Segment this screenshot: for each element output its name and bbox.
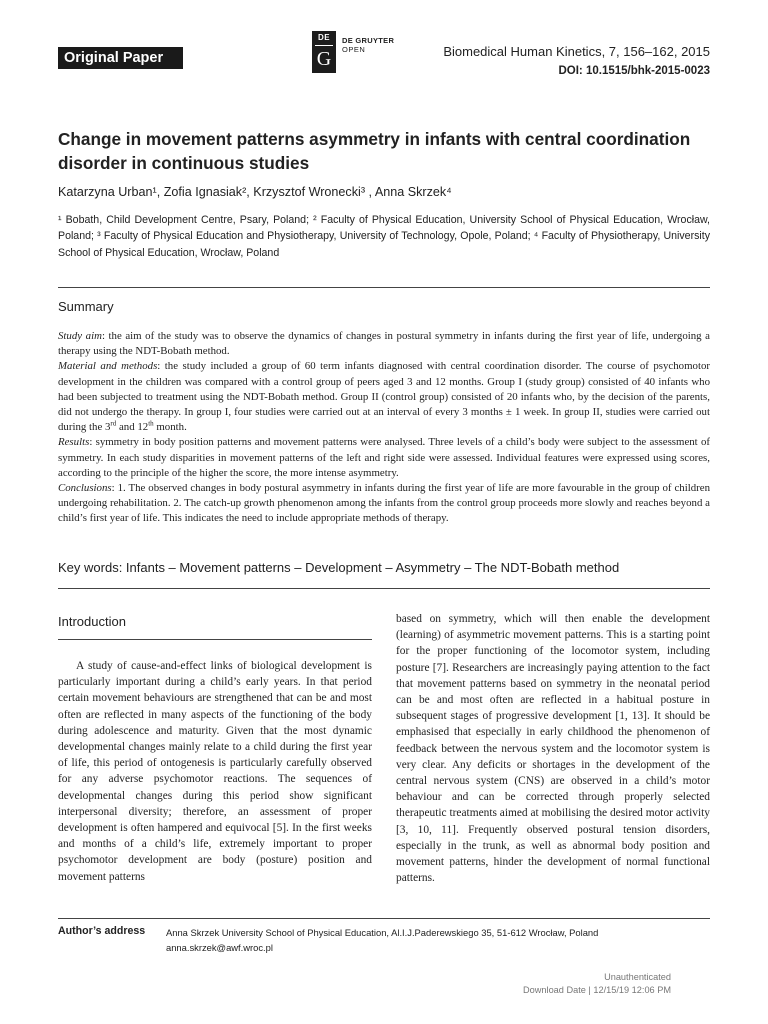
methods-label: Material and methods xyxy=(58,360,158,373)
aim-text: : the aim of the study was to observe the dynamics of changes in postural symmetry in infants during the first year of life, undergoing a therapy using the NDT-Bobath method. xyxy=(58,330,710,358)
article-title: Change in movement patterns asymmetry in infants with central coordination disorder in continuous studies xyxy=(58,129,691,173)
publisher-name xyxy=(342,36,394,54)
logo-divider xyxy=(315,45,333,46)
results-text: : symmetry in body position patterns and movement patterns were analysed. Three levels of a child’s body were subject to the assessment of symmetry. In each study disparities in movement patterns of the left and right side were assessed. Individual features were expressed using scores, according to the principle of the higher the score, the more intense asymmetry. xyxy=(58,436,710,479)
abstract-methods xyxy=(58,359,710,435)
logo-g: G xyxy=(316,48,332,70)
keywords: Key words: Infants – Movement patterns – Development – Asymmetry – The NDT-Bobath method xyxy=(58,560,620,575)
affiliations: ¹ Bobath, Child Development Centre, Psary, Poland; ² Faculty of Physical Education, University School of Physical Education, Wrocław, Poland; ³ Faculty of Physical Education and Physiotherapy, University of Technology, Opole, Poland; ⁴ Faculty of Physiotherapy, University School of Physical Education, Wrocław, Poland xyxy=(58,214,710,259)
methods-text-1: : the study included a group of 60 term infants diagnosed with central coordination disorder. The course of psychomotor development in the children was compared with a control group of peers aged 3 and 12 months. Group I (study group) consisted of 40 infants who had been subjected to treatment using the NDT-Bobath method. Group II (control group) consisted of 20 infants who, by the decision of the parents, did not undergo the therapy. In group I, four studies were carried out at an interval of every 3 months ± 1 week. In group II, studies were carried out during the 3 xyxy=(58,360,710,434)
abstract-conclusions xyxy=(58,481,710,527)
conclusions-text: : 1. The observed changes in body postural asymmetry in infants during the first year of life are more favourable in the group of children undergoing rehabilitation. 2. The catch-up growth phenomenon among the infants from the control group proceeds more slowly and reaches beyond a child’s first year of life. This indicates the need to include appropriate methods of therapy. xyxy=(58,482,710,525)
results-label: Results xyxy=(58,436,90,449)
publisher-line2: OPEN xyxy=(342,45,366,54)
methods-text-2: and 12 xyxy=(116,421,149,434)
intro-right-column: based on symmetry, which will then enable the development (learning) of asymmetric movement patterns. This is a starting point for the proper functioning of the locomotor system, including posture [7]. Researchers are increasingly paying attention to the fact that movement patterns based on symmetry in the neonatal period can be and most often are reflected in a habitual posture in subsequent stages of progressive development [1, 13]. It should be emphasised that especially in early childhood the phenomenon of feedback between the nervous system and the locomotor system is very clear. Any deficits or shortages in the development of the central nervous system (CNS) are observed in a child’s motor behaviour and can be corrected through properly selected therapeutic treatments aimed at mobilising the desired motor activity [3, 10, 11]. Frequently observed postural tension disorders, especially in the trunk, as well as abnormal body position and movement patterns, hinder the development of normal functional patterns. xyxy=(396,613,710,885)
sup-th: th xyxy=(148,419,154,428)
publisher-line1: DE GRUYTER xyxy=(342,36,395,45)
de-gruyter-logo xyxy=(312,31,336,73)
intro-left-column: A study of cause-and-effect links of biological development is particularly important during a child’s early years. In that period certain movement behaviours are strengthened that can be and most often are reflected in many aspects of the functioning of the body during adolescence and maturity. Given that the most dynamic developmental changes mainly relate to a child during the first year of life, this period of ontogenesis is particularly carefully observed for any adverse psychomotor reactions. The sequences of developmental changes during this period show significant interpersonal diversity; therefore, an assessment of proper development is often hampered and equivocal [5]. In the first weeks and months of a child’s life, extremely important to proper psychomotor development are body (posture) position and movement patterns xyxy=(58,660,372,883)
divider-footer xyxy=(58,918,710,919)
conclusions-label: Conclusions xyxy=(58,482,112,495)
doi[interactable]: DOI: 10.1515/bhk-2015-0023 xyxy=(558,65,710,77)
intro-underline xyxy=(58,639,372,640)
author-address-label: Author’s address xyxy=(58,925,146,937)
logo-de: DE xyxy=(317,33,331,42)
abstract-results xyxy=(58,435,710,481)
summary-heading: Summary xyxy=(58,299,114,314)
methods-text-3: month. xyxy=(153,421,187,434)
address-line: Anna Skrzek University School of Physical Education, Al.I.J.Paderewskiego 35, 51-612 Wrocław, Poland xyxy=(166,927,599,938)
author-email[interactable]: anna.skrzek@awf.wroc.pl xyxy=(166,942,273,953)
author-list: Katarzyna Urban¹, Zofia Ignasiak², Krzysztof Wronecki³ , Anna Skrzek⁴ xyxy=(58,185,452,199)
abstract xyxy=(58,329,710,527)
article-type-badge: Original Paper xyxy=(58,47,183,69)
introduction-heading: Introduction xyxy=(58,614,126,629)
journal-citation: Biomedical Human Kinetics, 7, 156–162, 2015 xyxy=(443,44,710,59)
sup-rd: rd xyxy=(110,419,117,428)
aim-label: Study aim xyxy=(58,330,102,342)
unauthenticated-stamp: Unauthenticated xyxy=(604,972,671,982)
divider-mid xyxy=(58,588,710,589)
download-date: Download Date | 12/15/19 12:06 PM xyxy=(523,985,671,995)
abstract-aim xyxy=(58,329,710,359)
author-address xyxy=(166,925,598,955)
divider-top xyxy=(58,287,710,288)
